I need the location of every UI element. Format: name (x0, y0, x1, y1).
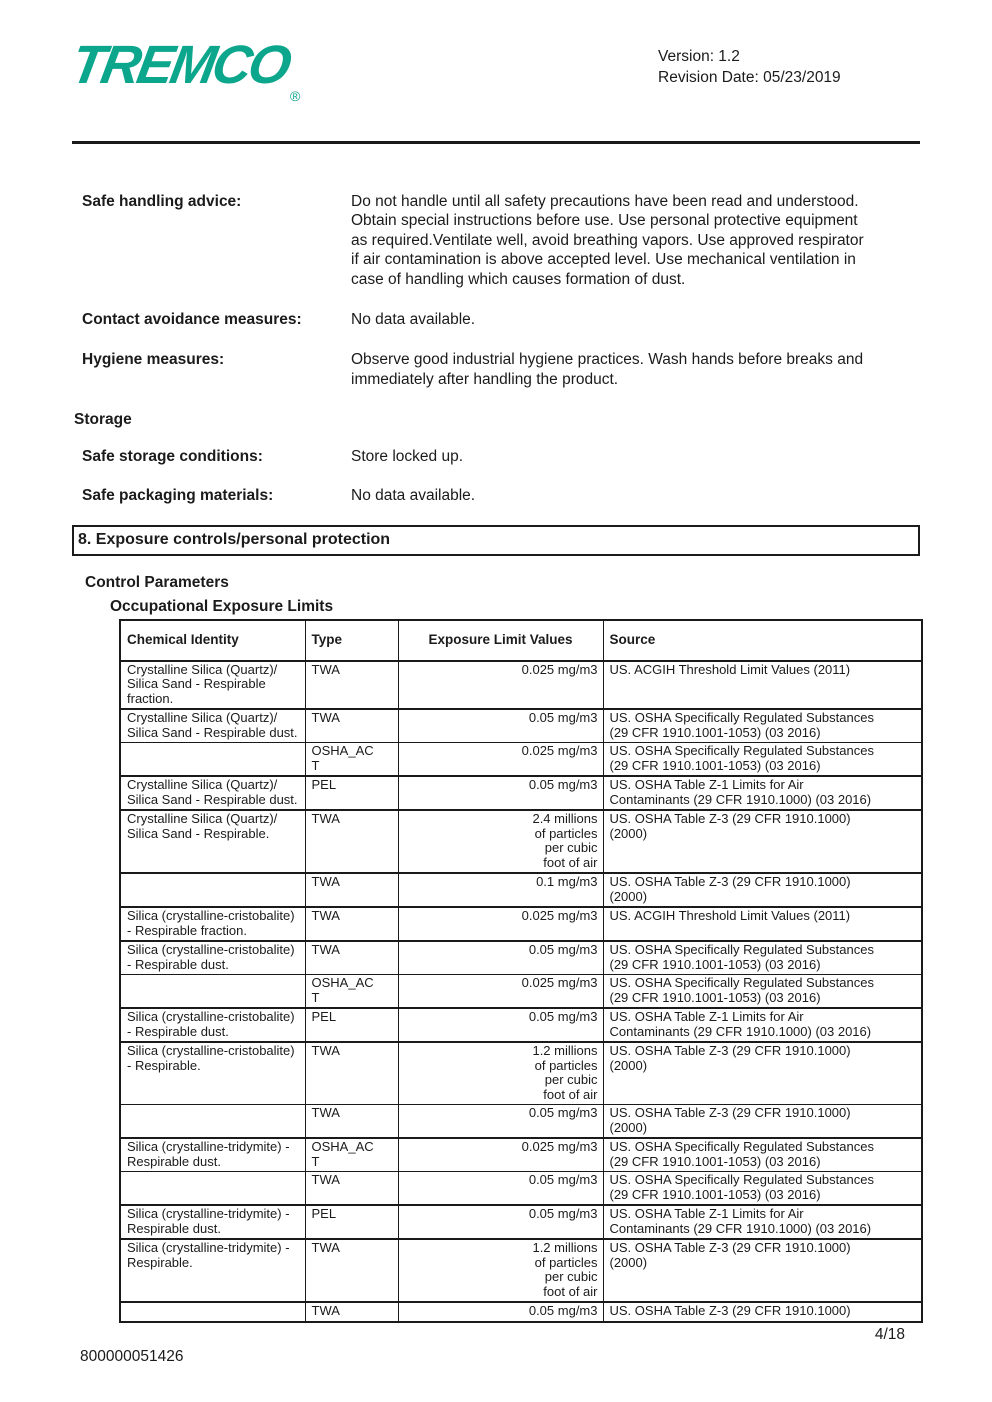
exposure-limit-value-cell: 0.025 mg/m3 (398, 1138, 603, 1172)
chemical-identity-cell: Silica (crystalline-cristobalite) - Respirable dust. (120, 941, 305, 975)
source-cell: US. OSHA Specifically Regulated Substances (29 CFR 1910.1001-1053) (03 2016) (603, 975, 922, 1009)
field-label: Hygiene measures: (82, 351, 225, 369)
oel-table-row (120, 1008, 922, 1042)
type-cell: PEL (305, 776, 398, 810)
oel-table-row (120, 907, 922, 941)
source-cell: US. OSHA Table Z-3 (29 CFR 1910.1000) (2000) (603, 1042, 922, 1105)
exposure-limit-value-cell: 0.025 mg/m3 (398, 661, 603, 710)
registered-trademark-icon: ® (289, 88, 301, 104)
field-row (82, 486, 920, 505)
exposure-limit-value-cell: 0.05 mg/m3 (398, 1302, 603, 1322)
field-value: Observe good industrial hygiene practices. Wash hands before breaks and immediately after handling the product. (351, 351, 864, 388)
type-cell: OSHA_ACT (305, 1138, 398, 1172)
type-cell: TWA (305, 873, 398, 907)
section-8-banner (72, 525, 920, 556)
field-row (82, 310, 920, 329)
chemical-identity-cell: Crystalline Silica (Quartz)/ Silica Sand - Respirable fraction. (120, 661, 305, 710)
oel-table-body (120, 661, 922, 1322)
oel-table-row (120, 1239, 922, 1302)
type-cell: TWA (305, 907, 398, 941)
source-cell: US. OSHA Table Z-1 Limits for Air Contaminants (29 CFR 1910.1000) (03 2016) (603, 1008, 922, 1042)
source-cell: US. OSHA Table Z-3 (29 CFR 1910.1000) (2000) (603, 1105, 922, 1139)
source-cell: US. OSHA Table Z-1 Limits for Air Contaminants (29 CFR 1910.1000) (03 2016) (603, 776, 922, 810)
oel-table-row (120, 1042, 922, 1105)
chemical-identity-cell (120, 873, 305, 907)
exposure-limit-value-cell: 0.025 mg/m3 (398, 743, 603, 777)
type-cell: PEL (305, 1008, 398, 1042)
oel-table-row (120, 776, 922, 810)
oel-table-row (120, 1138, 922, 1172)
oel-table-row (120, 1205, 922, 1239)
source-cell: US. ACGIH Threshold Limit Values (2011) (603, 661, 922, 710)
field-row (82, 192, 920, 289)
source-cell: US. OSHA Specifically Regulated Substances (29 CFR 1910.1001-1053) (03 2016) (603, 709, 922, 743)
source-cell: US. ACGIH Threshold Limit Values (2011) (603, 907, 922, 941)
type-cell: PEL (305, 1205, 398, 1239)
exposure-limit-value-cell: 0.025 mg/m3 (398, 975, 603, 1009)
page-number: 4/18 (874, 1325, 905, 1343)
source-cell: US. OSHA Table Z-3 (29 CFR 1910.1000) (2000) (603, 1239, 922, 1302)
source-cell: US. OSHA Specifically Regulated Substances (29 CFR 1910.1001-1053) (03 2016) (603, 941, 922, 975)
field-value: Do not handle until all safety precautions have been read and understood. Obtain special instructions before use. Use personal protective equipment as required.Ventilate well, avoid breathing vapors. Use approved respirator if air contamination is above accepted level. Use mechanical ventilation in case of handling which causes formation of dust. (351, 193, 864, 288)
oel-table-row (120, 1172, 922, 1206)
type-cell: OSHA_ACT (305, 743, 398, 777)
exposure-limit-value-cell: 0.025 mg/m3 (398, 907, 603, 941)
source-cell: US. OSHA Table Z-3 (29 CFR 1910.1000) (2000) (603, 873, 922, 907)
revision-date-line: Revision Date: 05/23/2019 (658, 69, 841, 86)
type-cell: TWA (305, 1105, 398, 1139)
oel-column-header: Source (603, 620, 922, 661)
exposure-limit-value-cell: 1.2 millions of particles per cubic foot of air (398, 1042, 603, 1105)
oel-table-row (120, 661, 922, 710)
chemical-identity-cell: Crystalline Silica (Quartz)/ Silica Sand - Respirable dust. (120, 776, 305, 810)
exposure-limit-value-cell: 0.05 mg/m3 (398, 1205, 603, 1239)
oel-header-row (120, 620, 922, 661)
type-cell: TWA (305, 1042, 398, 1105)
oel-column-header: Chemical Identity (120, 620, 305, 661)
exposure-limit-value-cell: 2.4 millions of particles per cubic foot of air (398, 810, 603, 873)
control-parameters-heading: Control Parameters (85, 574, 229, 592)
oel-table-row (120, 1302, 922, 1322)
chemical-identity-cell: Silica (crystalline-cristobalite) - Respirable dust. (120, 1008, 305, 1042)
field-label: Safe handling advice: (82, 193, 242, 210)
oel-table-row (120, 810, 922, 873)
type-cell: TWA (305, 1172, 398, 1206)
oel-table-head (120, 620, 922, 661)
type-cell: TWA (305, 661, 398, 710)
source-cell: US. OSHA Table Z-3 (29 CFR 1910.1000) (603, 1302, 922, 1322)
version-line: Version: 1.2 (658, 48, 740, 65)
exposure-limit-value-cell: 0.05 mg/m3 (398, 941, 603, 975)
chemical-identity-cell (120, 1302, 305, 1322)
type-cell: OSHA_ACT (305, 975, 398, 1009)
header-divider (72, 141, 920, 144)
field-value: No data available. (351, 311, 476, 329)
field-value: No data available. (351, 486, 476, 504)
chemical-identity-cell (120, 1105, 305, 1139)
handling-fields (72, 192, 920, 389)
type-cell: TWA (305, 810, 398, 873)
oel-column-header: Exposure Limit Values (398, 620, 603, 661)
oel-table-row (120, 709, 922, 743)
chemical-identity-cell: Crystalline Silica (Quartz)/ Silica Sand - Respirable dust. (120, 709, 305, 743)
occupational-exposure-limits-heading: Occupational Exposure Limits (110, 598, 334, 616)
field-label: Safe packaging materials: (82, 486, 274, 504)
chemical-identity-cell: Silica (crystalline-tridymite) - Respirable dust. (120, 1205, 305, 1239)
source-cell: US. OSHA Table Z-3 (29 CFR 1910.1000) (2000) (603, 810, 922, 873)
field-label: Contact avoidance measures: (82, 311, 302, 329)
chemical-identity-cell (120, 1172, 305, 1206)
field-row (82, 350, 920, 389)
oel-table-row (120, 1105, 922, 1139)
field-row (82, 447, 920, 466)
type-cell: TWA (305, 709, 398, 743)
chemical-identity-cell (120, 743, 305, 777)
chemical-identity-cell: Silica (crystalline-tridymite) - Respirable dust. (120, 1138, 305, 1172)
oel-column-header: Type (305, 620, 398, 661)
oel-table-row (120, 873, 922, 907)
exposure-limit-value-cell: 0.05 mg/m3 (398, 1105, 603, 1139)
field-label: Safe storage conditions: (82, 448, 263, 466)
chemical-identity-cell: Silica (crystalline-cristobalite) - Respirable fraction. (120, 907, 305, 941)
field-value: Store locked up. (351, 448, 464, 466)
exposure-limit-value-cell: 0.05 mg/m3 (398, 709, 603, 743)
type-cell: TWA (305, 1239, 398, 1302)
exposure-limit-value-cell: 1.2 millions of particles per cubic foot of air (398, 1239, 603, 1302)
source-cell: US. OSHA Specifically Regulated Substances (29 CFR 1910.1001-1053) (03 2016) (603, 1138, 922, 1172)
version-block (658, 38, 920, 88)
exposure-limit-value-cell: 0.1 mg/m3 (398, 873, 603, 907)
type-cell: TWA (305, 1302, 398, 1322)
source-cell: US. OSHA Specifically Regulated Substances (29 CFR 1910.1001-1053) (03 2016) (603, 743, 922, 777)
chemical-identity-cell (120, 975, 305, 1009)
source-cell: US. OSHA Specifically Regulated Substances (29 CFR 1910.1001-1053) (03 2016) (603, 1172, 922, 1206)
document-number: 800000051426 (80, 1347, 184, 1365)
section-8-title: 8. Exposure controls/personal protection (78, 531, 391, 549)
storage-fields (72, 447, 920, 505)
source-cell: US. OSHA Table Z-1 Limits for Air Contaminants (29 CFR 1910.1000) (03 2016) (603, 1205, 922, 1239)
exposure-limit-value-cell: 0.05 mg/m3 (398, 776, 603, 810)
oel-table-row (120, 975, 922, 1009)
tremco-logo (66, 35, 301, 104)
type-cell: TWA (305, 941, 398, 975)
exposure-limit-value-cell: 0.05 mg/m3 (398, 1008, 603, 1042)
occupational-exposure-limits-table (119, 619, 923, 1323)
tremco-logo-text: TREMCO (66, 35, 294, 95)
chemical-identity-cell: Crystalline Silica (Quartz)/ Silica Sand - Respirable. (120, 810, 305, 873)
chemical-identity-cell: Silica (crystalline-tridymite) - Respirable. (120, 1239, 305, 1302)
chemical-identity-cell: Silica (crystalline-cristobalite) - Respirable. (120, 1042, 305, 1105)
oel-table-row (120, 743, 922, 777)
page-header (66, 35, 920, 114)
oel-table-row (120, 941, 922, 975)
storage-heading: Storage (74, 411, 132, 429)
exposure-limit-value-cell: 0.05 mg/m3 (398, 1172, 603, 1206)
